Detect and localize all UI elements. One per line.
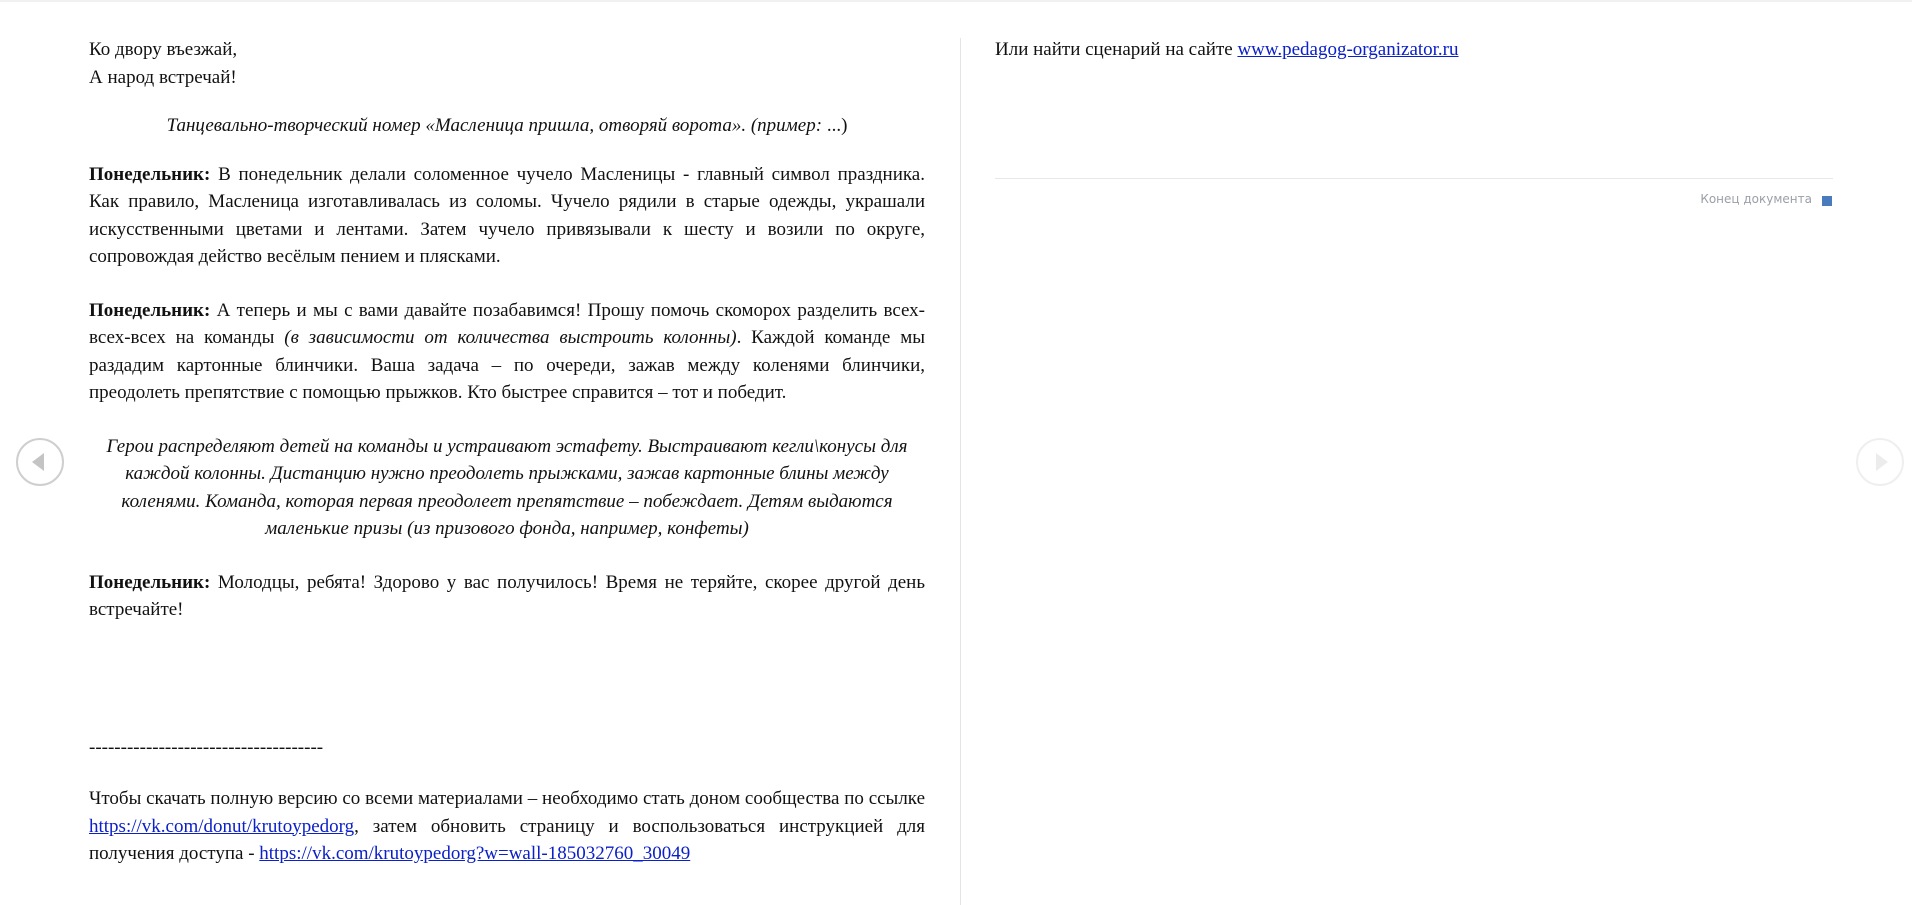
dashed-separator: ------------------------------------- (89, 736, 324, 758)
paragraph-text: Молодцы, ребята! Здорово у вас получилось! Время не теряйте, скорее другой день встречайте! (89, 571, 925, 620)
chevron-right-icon (1858, 440, 1902, 484)
paragraph-monday-2 (89, 297, 925, 407)
prev-page-button[interactable] (16, 438, 64, 486)
top-border (0, 0, 1912, 2)
paragraph-monday-3 (89, 569, 925, 624)
speaker-label: Понедельник: (89, 571, 211, 593)
dance-note (89, 112, 925, 140)
site-link[interactable]: www.pedagog-organizator.ru (1237, 39, 1459, 60)
site-reference (995, 36, 1835, 64)
speaker-label: Понедельник: (89, 299, 211, 321)
donut-link[interactable]: https://vk.com/donut/krutoypedorg (89, 815, 355, 837)
verse-line-2: А народ встречай! (89, 66, 237, 88)
stage-direction: Герои распределяют детей на команды и устраивают эстафету. Выстраивают кегли\конусы для каждой колонны. Дистанцию нужно преодолеть прыжками, зажав картонные блины между коленями. Команда, которая первая преодолеет препятствие – побеждает. Детям выдаются маленькие призы (из призового фонда, например, конфеты) (106, 435, 908, 539)
document-page-right (995, 36, 1835, 64)
site-reference-text: Или найти сценарий на сайте (995, 39, 1238, 60)
document-page-left (89, 36, 925, 868)
paragraph-text-b: . Каждой команде мы раздадим картонные блинчики. Ваша задача – по очереди, зажав между коленями блинчики, преодолеть препятствие с помощью прыжков. Кто быстрее справится – тот и победит. (89, 327, 925, 403)
paragraph-text: В понедельник делали соломенное чучело Масленицы - главный символ праздника. Как правило, Масленица изготавливалась из соломы. Чучело рядили в старые одежды, украшали искусственными цветами и лентами. Затем чучело привязывали к шесту и возили по округе, сопровождая действо весёлым пением и плясками. (89, 163, 925, 267)
dance-note-italic: Танцевально-творческий номер «Масленица пришла, отворяй ворота». (пример: (166, 115, 827, 136)
paragraph-italic-note: (в зависимости от количества выстроить колонны) (284, 327, 737, 348)
paragraph-monday-1 (89, 161, 925, 271)
dance-note-ellipsis: ...) (826, 115, 848, 136)
next-page-button[interactable] (1856, 438, 1904, 486)
verse-line-1: Ко двору въезжай, (89, 39, 238, 60)
paragraph-text-a: А теперь и мы с вами давайте позабавимся! Прошу помочь скоморох разделить всех-всех-всех на команды (89, 299, 925, 348)
page-divider (960, 38, 961, 905)
end-of-document-rule (995, 178, 1833, 179)
download-paragraph (89, 785, 925, 868)
speaker-label: Понедельник: (89, 163, 211, 185)
download-text-b: , затем обновить страницу и воспользоваться инструкцией для получения доступа - (89, 815, 925, 864)
end-of-document-label: Конец документа (1700, 192, 1812, 206)
end-of-document-marker (1822, 196, 1832, 206)
chevron-left-icon (18, 440, 62, 484)
download-text-a: Чтобы скачать полную версию со всеми материалами – необходимо стать доном сообщества по ссылке (89, 788, 925, 809)
wall-post-link[interactable]: https://vk.com/krutoypedorg?w=wall-185032760_30049 (259, 843, 691, 864)
